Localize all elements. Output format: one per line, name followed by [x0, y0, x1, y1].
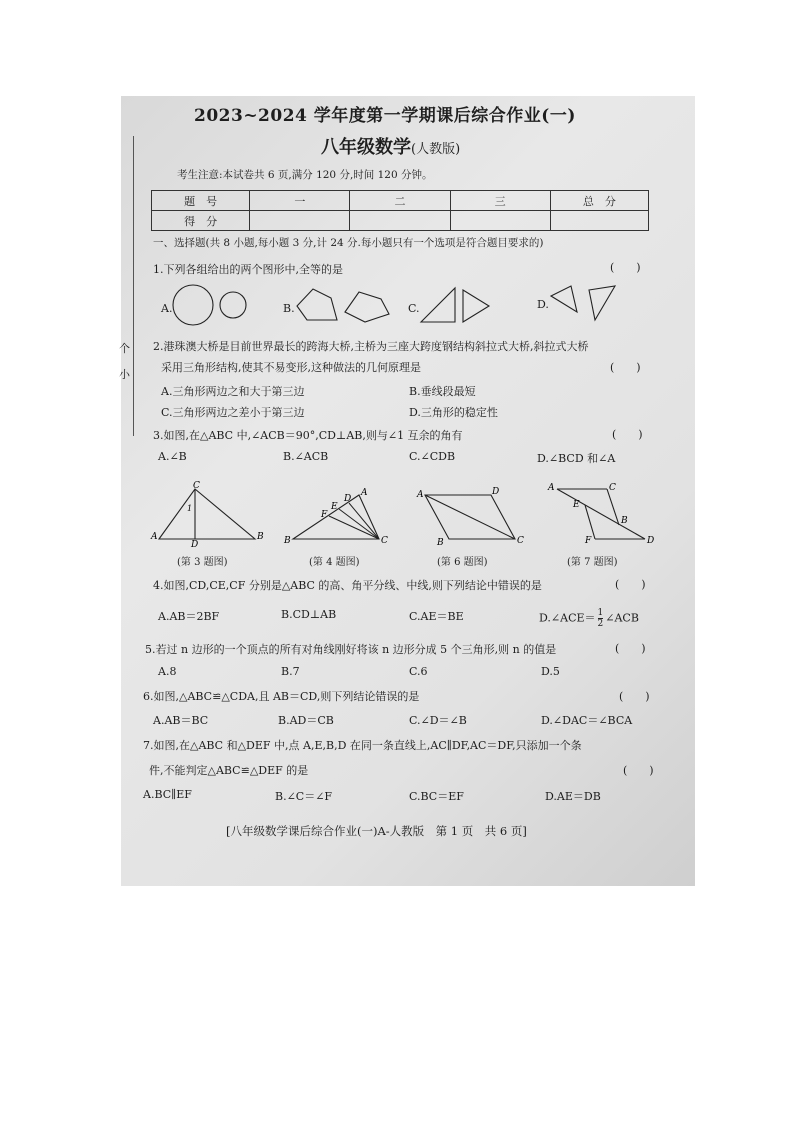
edition-label: (人教版) [411, 142, 461, 157]
q1-option-c: C. [408, 302, 420, 315]
answer-paren[interactable]: ( ) [610, 261, 641, 274]
score-col-header: 一 [250, 191, 350, 211]
q7-option-a: A.BC∥EF [143, 788, 192, 801]
fig7-label: C [609, 483, 616, 493]
figure-q4 [281, 481, 393, 546]
q3-option-c: C.∠CDB [409, 450, 456, 463]
answer-paren[interactable]: ( ) [615, 642, 646, 655]
q4-option-d [539, 608, 639, 629]
answer-paren[interactable]: ( ) [612, 428, 643, 441]
q6-option-a: A.AB＝BC [153, 714, 209, 727]
exam-paper-photo [121, 96, 695, 886]
margin-fragment: 个 [119, 342, 130, 355]
fraction [598, 608, 604, 629]
fig4-label: D [344, 494, 352, 504]
q1-option-b: B. [283, 302, 295, 315]
fig7-label: A [548, 483, 555, 493]
q6-option-b: B.AD＝CB [278, 714, 334, 727]
fig3-label: D [191, 540, 199, 550]
fig3-label: C [193, 481, 200, 491]
q4-option-d-text: D.∠ACE＝ [539, 611, 596, 625]
fig6-label: A [417, 490, 424, 500]
q4-option-c: C.AE＝BE [409, 610, 464, 623]
fraction-numerator: 1 [597, 608, 604, 618]
q2-option-d: D.三角形的稳定性 [409, 406, 498, 419]
q3-option-d: D.∠BCD 和∠A [537, 452, 616, 465]
fig7-label: B [621, 516, 628, 526]
exam-subtitle [321, 133, 460, 159]
figure-caption: (第 4 题图) [309, 557, 360, 568]
q6-option-d: D.∠DAC＝∠BCA [541, 714, 633, 727]
exam-title: 2023~2024 学年度第一学期课后综合作业(一) [194, 106, 576, 126]
fig4-label: C [381, 536, 388, 546]
score-row-label: 题 号 [152, 191, 250, 211]
q1-figure-pentagons [293, 286, 393, 326]
question-7-stem: 7.如图,在△ABC 和△DEF 中,点 A,E,B,D 在同一条直线上,AC∥DF,AC＝DF,只添加一个条 [143, 739, 582, 752]
figure-caption: (第 3 题图) [177, 557, 228, 568]
q1-figure-circles [171, 284, 261, 326]
q5-option-c: C.6 [409, 665, 428, 678]
answer-paren[interactable]: ( ) [615, 578, 646, 591]
fig7-label: E [573, 500, 580, 510]
q7-option-d: D.AE＝DB [545, 790, 601, 803]
binding-margin [121, 136, 134, 436]
score-cell[interactable] [350, 211, 450, 231]
section-heading: 一、选择题(共 8 小题,每小题 3 分,计 24 分.每小题只有一个选项是符合题目要求的) [153, 237, 544, 249]
answer-paren[interactable]: ( ) [610, 361, 641, 374]
question-4-stem: 4.如图,CD,CE,CF 分别是△ABC 的高、角平分线、中线,则下列结论中错误的是 [153, 579, 542, 592]
q1-option-a: A. [161, 302, 173, 315]
fig4-label: A [361, 488, 368, 498]
figure-caption: (第 6 题图) [437, 557, 488, 568]
figure-caption: (第 7 题图) [567, 557, 618, 568]
page-footer: [八年级数学课后综合作业(一)A-人教版 第 1 页 共 6 页] [226, 824, 527, 838]
question-2-stem-cont: 采用三角形结构,使其不易变形,这种做法的几何原理是 [161, 361, 421, 374]
fig3-label: A [151, 532, 158, 542]
exam-notice: 考生注意:本试卷共 6 页,满分 120 分,时间 120 分钟。 [177, 169, 433, 181]
score-cell[interactable] [550, 211, 648, 231]
question-2-stem: 2.港珠澳大桥是目前世界最长的跨海大桥,主桥为三座大跨度钢结构斜拉式大桥,斜拉式大桥 [153, 340, 589, 353]
q1-figure-quads [549, 282, 625, 324]
question-3-stem: 3.如图,在△ABC 中,∠ACB＝90°,CD⊥AB,则与∠1 互余的角有 [153, 429, 463, 442]
score-cell[interactable] [250, 211, 350, 231]
figure-q6 [415, 481, 527, 546]
question-1-stem: 1.下列各组给出的两个图形中,全等的是 [153, 263, 343, 276]
fig3-label: B [257, 532, 264, 542]
fig7-label: D [647, 536, 655, 546]
fig4-label: B [284, 536, 291, 546]
q2-option-a: A.三角形两边之和大于第三边 [161, 385, 305, 398]
fraction-denominator: 2 [597, 619, 604, 629]
question-7-stem-cont: 件,不能判定△ABC≌△DEF 的是 [149, 764, 309, 777]
answer-paren[interactable]: ( ) [623, 764, 654, 777]
question-6-stem: 6.如图,△ABC≌△CDA,且 AB＝CD,则下列结论错误的是 [143, 690, 420, 703]
q2-option-b: B.垂线段最短 [409, 385, 476, 398]
q5-option-a: A.8 [158, 665, 177, 678]
q6-option-c: C.∠D＝∠B [409, 714, 467, 727]
score-col-header: 三 [450, 191, 550, 211]
subject-label: 八年级数学 [321, 137, 411, 158]
fig4-label: F [321, 510, 328, 520]
q5-option-b: B.7 [281, 665, 300, 678]
q1-option-d: D. [537, 298, 549, 311]
q3-option-a: A.∠B [158, 450, 187, 463]
q7-option-c: C.BC＝EF [409, 790, 464, 803]
score-cell[interactable] [450, 211, 550, 231]
score-row-label: 得 分 [152, 211, 250, 231]
fig3-label: 1 [187, 504, 193, 513]
answer-paren[interactable]: ( ) [619, 690, 650, 703]
fig6-label: D [492, 487, 500, 497]
figure-q3 [151, 481, 264, 550]
q1-figure-triangles [417, 286, 497, 326]
fig6-label: B [437, 538, 444, 548]
margin-fragment: 小 [119, 368, 130, 381]
q4-option-a: A.AB＝2BF [158, 610, 220, 623]
q3-option-b: B.∠ACB [283, 450, 329, 463]
q4-option-d-tail: ∠ACB [605, 611, 639, 625]
score-col-header: 二 [350, 191, 450, 211]
fig4-label: E [331, 502, 338, 512]
q2-option-c: C.三角形两边之差小于第三边 [161, 406, 305, 419]
q4-option-b: B.CD⊥AB [281, 608, 337, 621]
fig6-label: C [517, 536, 524, 546]
fig7-label: F [585, 536, 592, 546]
figure-q7 [545, 481, 657, 546]
q5-option-d: D.5 [541, 665, 560, 678]
q7-option-b: B.∠C＝∠F [275, 790, 333, 803]
question-5-stem: 5.若过 n 边形的一个顶点的所有对角线刚好将该 n 边形分成 5 个三角形,则 n 的值是 [145, 643, 557, 656]
score-table [151, 190, 649, 231]
score-col-header: 总 分 [550, 191, 648, 211]
